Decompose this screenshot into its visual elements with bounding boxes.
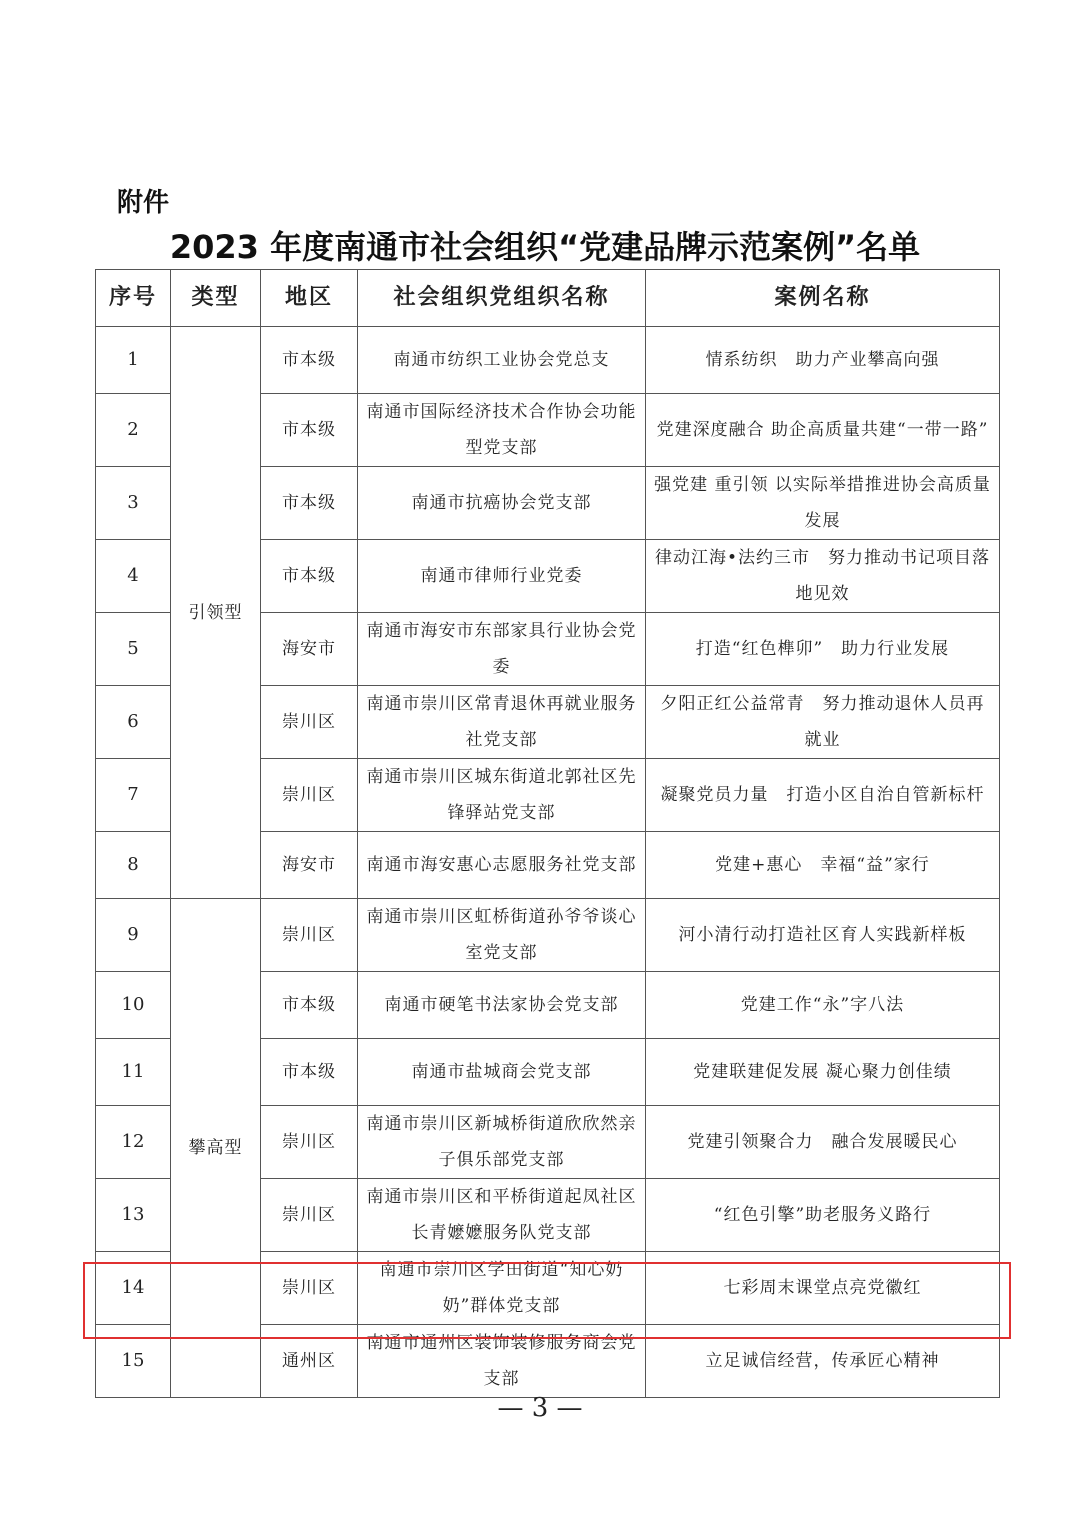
row-region: 崇川区 — [261, 899, 358, 972]
row-org: 南通市崇川区学田街道“知心奶奶”群体党支部 — [358, 1252, 646, 1325]
header-region: 地区 — [261, 270, 358, 327]
row-no: 12 — [96, 1106, 171, 1179]
row-case: 立足诚信经营，传承匠心精神 — [646, 1325, 1000, 1398]
row-org: 南通市抗癌协会党支部 — [358, 467, 646, 540]
row-no: 13 — [96, 1179, 171, 1252]
row-case: 律动江海•法约三市 努力推动书记项目落地见效 — [646, 540, 1000, 613]
row-region: 海安市 — [261, 613, 358, 686]
row-case: 党建深度融合 助企高质量共建“一带一路” — [646, 394, 1000, 467]
row-case: 凝聚党员力量 打造小区自治自管新标杆 — [646, 759, 1000, 832]
row-case: 党建引领聚合力 融合发展暖民心 — [646, 1106, 1000, 1179]
row-org: 南通市崇川区虹桥街道孙爷爷谈心室党支部 — [358, 899, 646, 972]
row-region: 海安市 — [261, 832, 358, 899]
row-org: 南通市纺织工业协会党总支 — [358, 327, 646, 394]
row-no: 4 — [96, 540, 171, 613]
row-org: 南通市通州区装饰装修服务商会党支部 — [358, 1325, 646, 1398]
row-case: 打造“红色榫卯” 助力行业发展 — [646, 613, 1000, 686]
row-no: 9 — [96, 899, 171, 972]
row-org: 南通市海安惠心志愿服务社党支部 — [358, 832, 646, 899]
row-org: 南通市盐城商会党支部 — [358, 1039, 646, 1106]
row-case: 河小清行动打造社区育人实践新样板 — [646, 899, 1000, 972]
row-org: 南通市崇川区和平桥街道起凤社区长青嬷嬷服务队党支部 — [358, 1179, 646, 1252]
row-type-group: 攀高型 — [171, 899, 261, 1398]
row-case: “红色引擎”助老服务义路行 — [646, 1179, 1000, 1252]
highlight-box — [83, 1262, 1011, 1339]
row-case: 党建联建促发展 凝心聚力创佳绩 — [646, 1039, 1000, 1106]
row-no: 10 — [96, 972, 171, 1039]
page-number: — 3 — — [497, 1393, 583, 1423]
row-region: 市本级 — [261, 540, 358, 613]
row-case: 强党建 重引领 以实际举措推进协会高质量发展 — [646, 467, 1000, 540]
row-no: 2 — [96, 394, 171, 467]
row-type-group: 引领型 — [171, 327, 261, 899]
row-region: 崇川区 — [261, 1106, 358, 1179]
row-no: 6 — [96, 686, 171, 759]
header-type: 类型 — [171, 270, 261, 327]
row-region: 市本级 — [261, 467, 358, 540]
row-no: 7 — [96, 759, 171, 832]
row-no: 11 — [96, 1039, 171, 1106]
row-org: 南通市崇川区城东街道北郭社区先锋驿站党支部 — [358, 759, 646, 832]
row-case: 党建工作“永”字八法 — [646, 972, 1000, 1039]
row-region: 市本级 — [261, 1039, 358, 1106]
document-title: 2023 年度南通市社会组织“党建品牌示范案例”名单 — [169, 228, 921, 266]
row-no: 1 — [96, 327, 171, 394]
case-list-table — [95, 269, 1000, 1398]
row-no: 8 — [96, 832, 171, 899]
row-org: 南通市海安市东部家具行业协会党委 — [358, 613, 646, 686]
row-no: 15 — [96, 1325, 171, 1398]
header-case-name: 案例名称 — [646, 270, 1000, 327]
row-region: 通州区 — [261, 1325, 358, 1398]
row-no: 3 — [96, 467, 171, 540]
row-no: 14 — [96, 1252, 171, 1325]
table-row — [96, 899, 1000, 972]
table-row — [96, 327, 1000, 394]
row-case: 情系纺织 助力产业攀高向强 — [646, 327, 1000, 394]
row-region: 崇川区 — [261, 686, 358, 759]
row-org: 南通市硬笔书法家协会党支部 — [358, 972, 646, 1039]
row-region: 市本级 — [261, 972, 358, 1039]
attachment-label: 附件 — [117, 188, 170, 218]
row-region: 崇川区 — [261, 1179, 358, 1252]
row-org: 南通市崇川区常青退休再就业服务社党支部 — [358, 686, 646, 759]
row-case: 夕阳正红公益常青 努力推动退休人员再就业 — [646, 686, 1000, 759]
row-org: 南通市崇川区新城桥街道欣欣然亲子俱乐部党支部 — [358, 1106, 646, 1179]
row-region: 市本级 — [261, 394, 358, 467]
row-case: 党建+惠心 幸福“益”家行 — [646, 832, 1000, 899]
row-region: 市本级 — [261, 327, 358, 394]
row-org: 南通市国际经济技术合作协会功能型党支部 — [358, 394, 646, 467]
row-org: 南通市律师行业党委 — [358, 540, 646, 613]
row-region: 崇川区 — [261, 759, 358, 832]
header-no: 序号 — [96, 270, 171, 327]
table-header-row — [96, 270, 1000, 327]
row-case: 七彩周末课堂点亮党徽红 — [646, 1252, 1000, 1325]
header-org-name: 社会组织党组织名称 — [358, 270, 646, 327]
row-no: 5 — [96, 613, 171, 686]
row-region: 崇川区 — [261, 1252, 358, 1325]
